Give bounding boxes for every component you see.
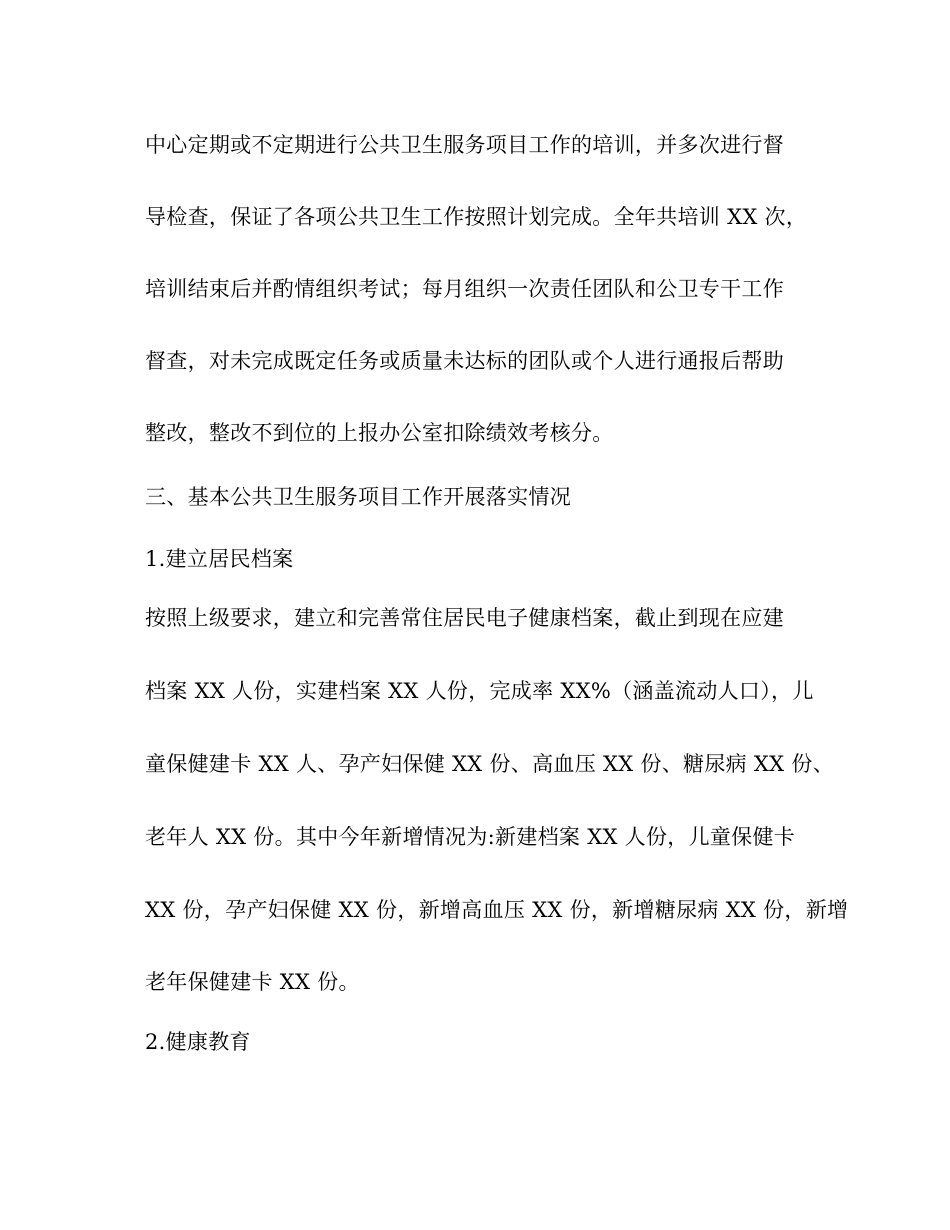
paragraph-2-line-1: 按照上级要求，建立和完善常住居民电子健康档案，截止到现在应建 (145, 606, 784, 630)
paragraph-1-line-1: 中心定期或不定期进行公共卫生服务项目工作的培训，并多次进行督 (145, 133, 784, 157)
paragraph-1-line-3: 培训结束后并酌情组织考试；每月组织一次责任团队和公卫专干工作 (145, 277, 784, 301)
paragraph-2-line-5: XX 份，孕产妇保健 XX 份，新增高血压 XX 份，新增糖尿病 XX 份，新增 (145, 898, 849, 922)
paragraph-1-line-2: 导检查，保证了各项公共卫生工作按照计划完成。全年共培训 XX 次， (145, 205, 808, 229)
subsection-2-heading: 2.健康教育 (145, 1030, 251, 1054)
paragraph-2-line-6: 老年保健建卡 XX 份。 (145, 970, 360, 994)
paragraph-1-line-5: 整改，整改不到位的上报办公室扣除绩效考核分。 (145, 421, 614, 445)
paragraph-2-line-2: 档案 XX 人份，实建档案 XX 人份，完成率 XX%（涵盖流动人口），儿 (145, 679, 814, 703)
subsection-1-heading: 1.建立居民档案 (145, 547, 294, 571)
paragraph-2-line-3: 童保健建卡 XX 人、孕产妇保健 XX 份、高血压 XX 份、糖尿病 XX 份、 (145, 752, 835, 776)
paragraph-2-line-4: 老年人 XX 份。其中今年新增情况为:新建档案 XX 人份，儿童保健卡 (145, 825, 796, 849)
paragraph-1-line-4: 督查，对未完成既定任务或质量未达标的团队或个人进行通报后帮助 (145, 349, 784, 373)
section-3-heading: 三、基本公共卫生服务项目工作开展落实情况 (145, 485, 571, 509)
